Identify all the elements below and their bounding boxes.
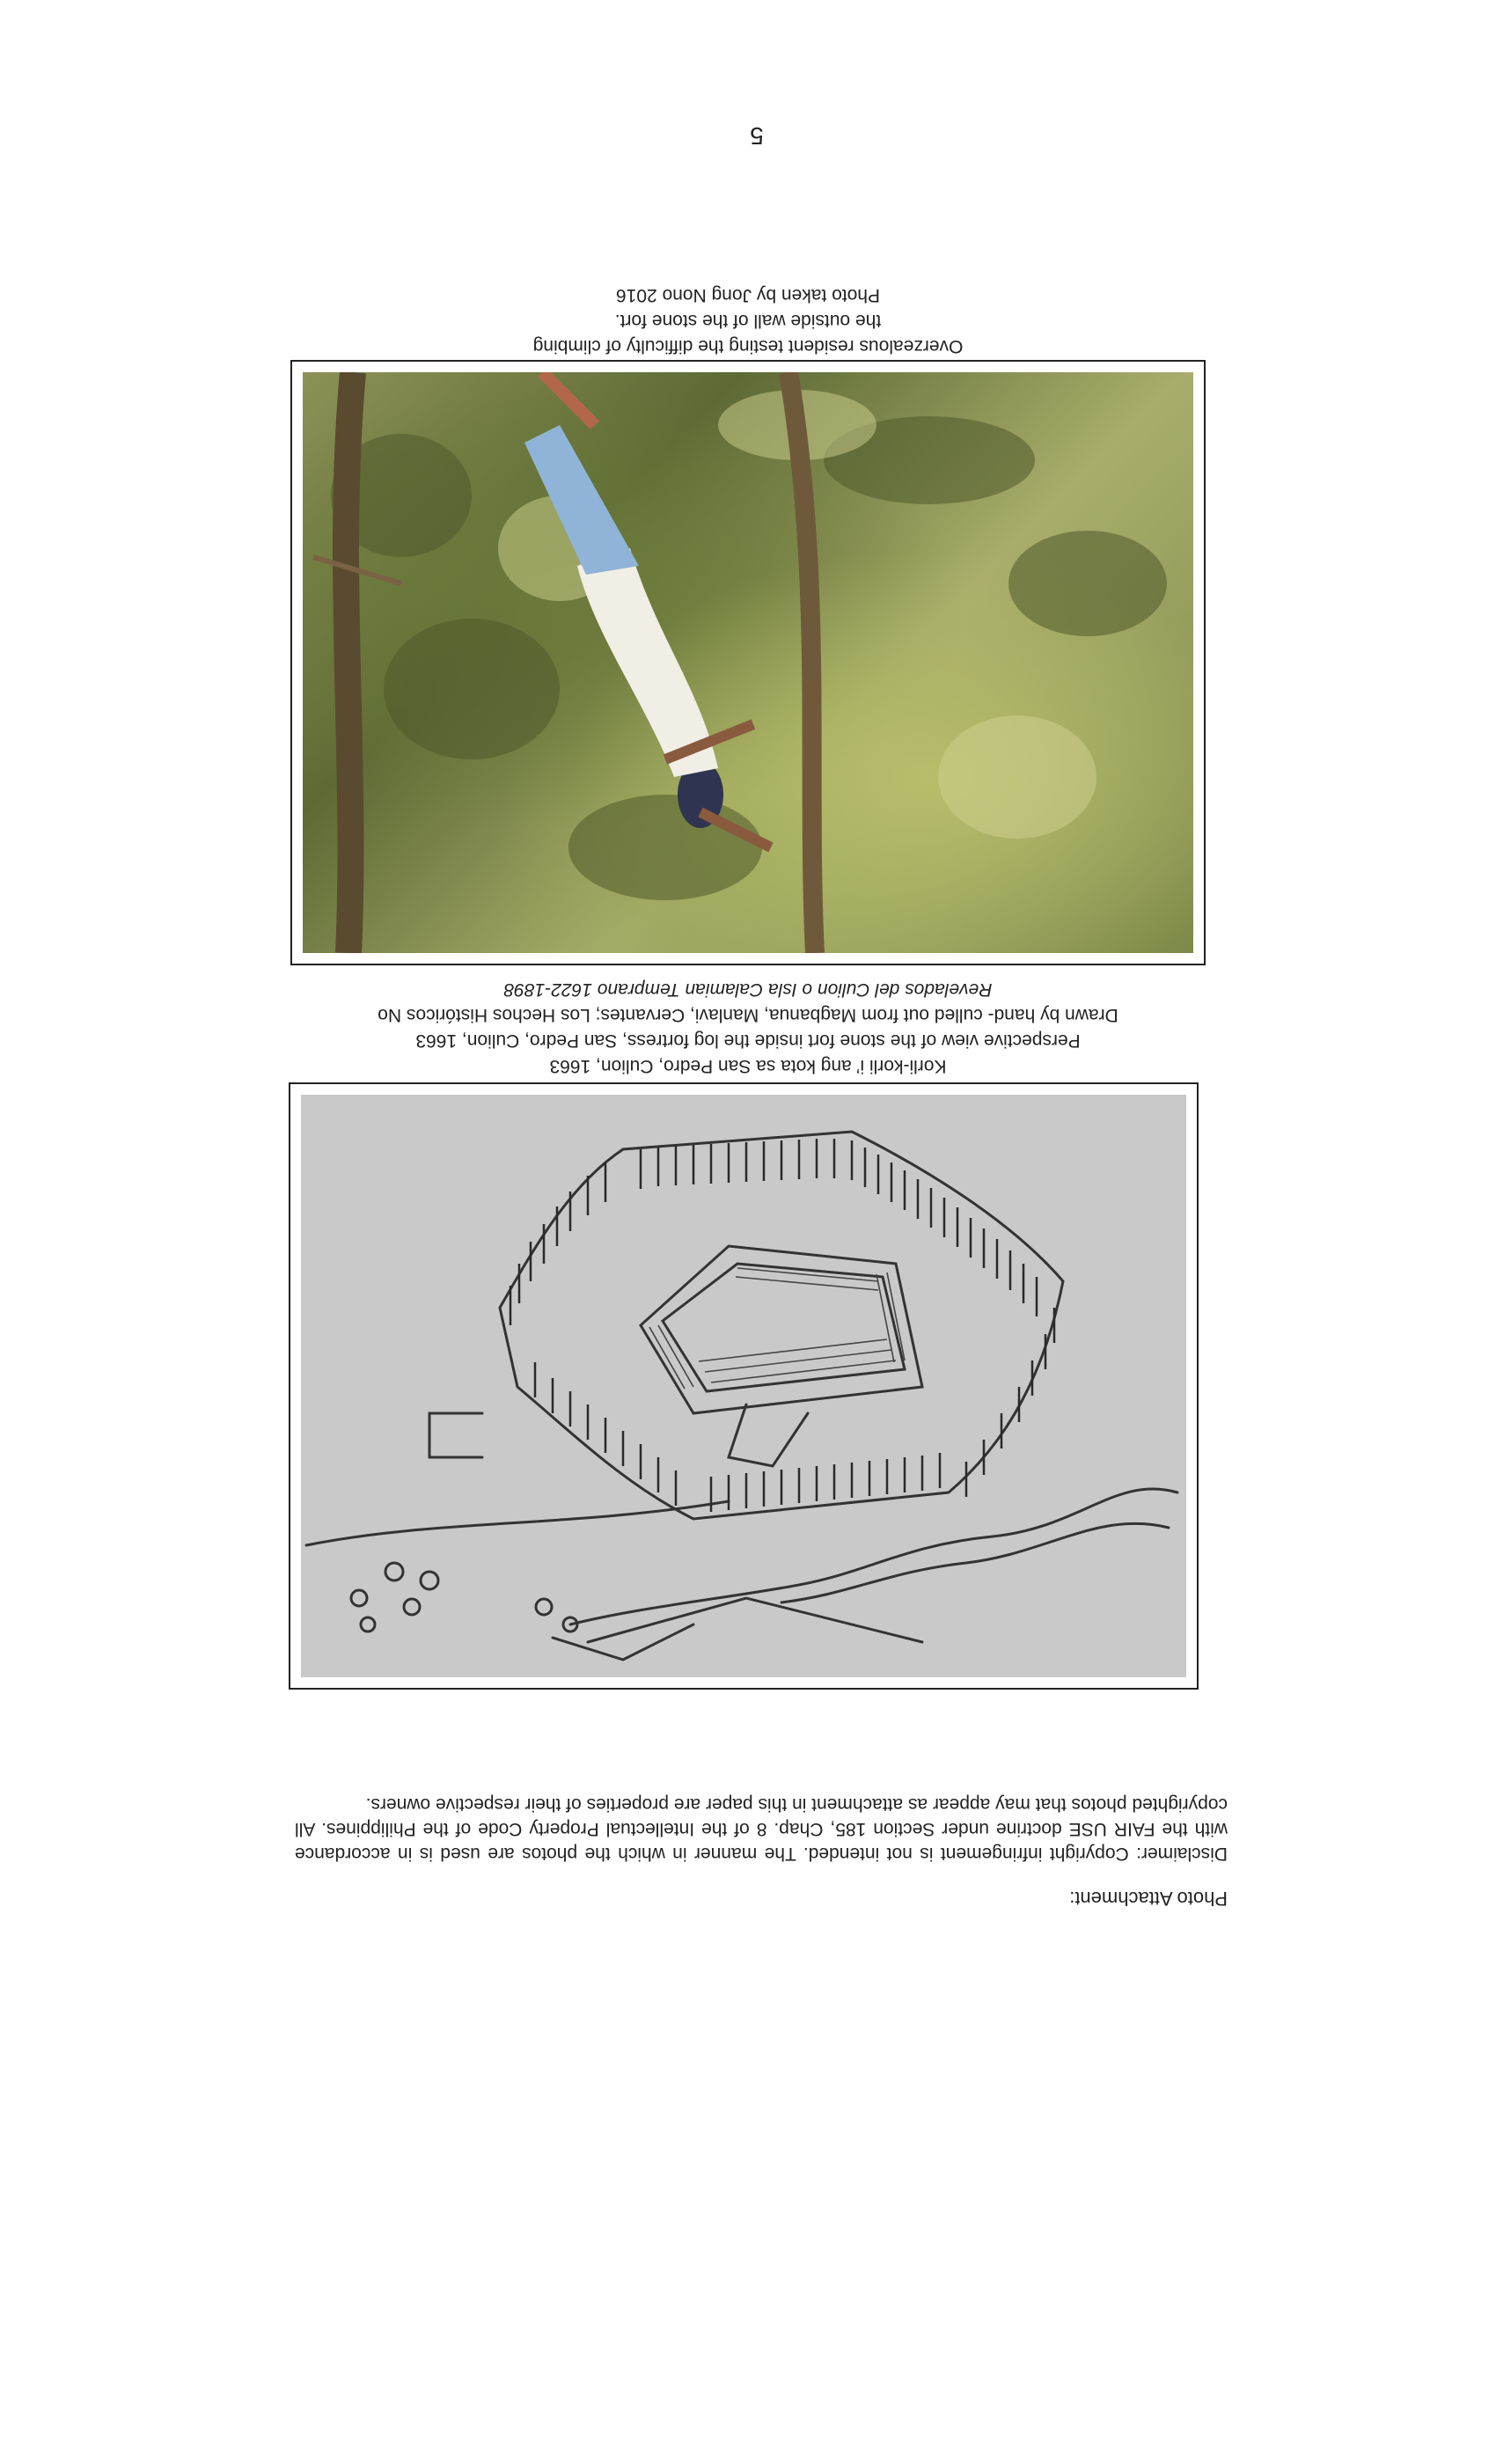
climbing-photo-frame — [290, 360, 1206, 965]
caption-description-continued: the outside wall of the stone fort. — [614, 311, 882, 331]
fort-drawing-frame — [289, 1082, 1199, 1690]
caption-source-continued: Revelados del Culion o Isla Calamian Temprano 1622-1898 — [503, 979, 993, 1000]
caption-credit: Photo taken by Jong Nono 2016 — [615, 285, 881, 305]
caption-title: Korli-korli i’ ang kota sa San Pedro, Culion, 1663 — [549, 1056, 947, 1076]
climbing-photo-caption — [414, 282, 1082, 359]
caption-description: Perspective view of the stone fort inside the log fortress, San Pedro, Culion, 1663 — [415, 1030, 1081, 1051]
fort-sketch-illustration — [301, 1095, 1186, 1677]
caption-description: Overzealous resident testing the difficulty of climbing — [532, 336, 964, 356]
climbing-photo-illustration — [303, 372, 1193, 953]
attachment-heading: Photo Attachment: — [1069, 1888, 1228, 1910]
climbing-photo-image — [303, 372, 1193, 953]
disclaimer-paragraph: Disclaimer: Copyright infringement is not intended. The manner in which the photos are used is in accordance with the FAIR USE doctrine under Section 185, Chap. 8 of the Intellectual Property Code of the Philippines. All copyrighted photos that may appear as attachment in this paper are properties of their respective owners. — [295, 1794, 1228, 1864]
caption-source: Drawn by hand- culled out from Magbanua, Manlavi, Cervantes; Los Hechos Históricos No — [378, 1005, 1118, 1025]
fort-drawing-caption — [299, 977, 1197, 1079]
page-number: 5 — [750, 122, 764, 150]
fort-drawing-image — [301, 1095, 1186, 1677]
